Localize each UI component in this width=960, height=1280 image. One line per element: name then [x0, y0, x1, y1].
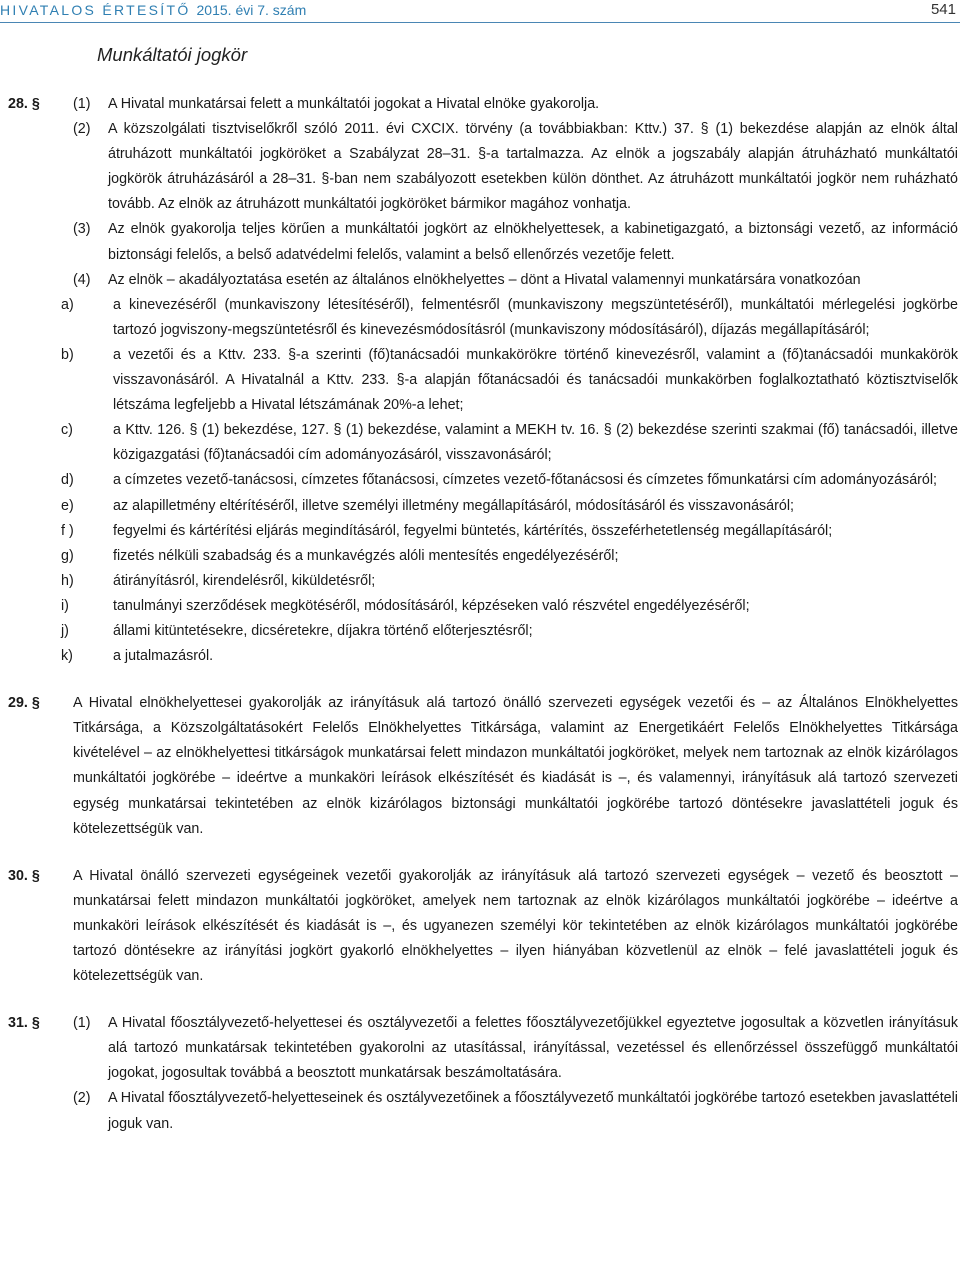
paragraph-text: A Hivatal munkatársai felett a munkáltatói jogokat a Hivatal elnöke gyakorolja. — [108, 96, 600, 112]
paragraph-text: A közszolgálati tisztviselőkről szóló 2011. évi CXCIX. törvény (a továbbiakban: Kttv.) 37. § (1) bekezdése alapján az elnök által átruházott munkáltatói jogköröket a Szabályzat 28–31. §-a tartalmazza. Az elnök a jogszabály alapján átruházható munkáltatói jogkörök átruházásáról a 28–31. §-ban nem szabályozott esetekben külön dönthet. Az átruházott munkáltatói jogkör nem ruházható tovább. Az elnök az átruházott munkáltatói jogköröket bármikor magához vonhatja. — [108, 121, 958, 213]
item-text: az alapilletmény eltérítéséről, illetve személyi illetmény megállapításáról, módosításáról és visszavonásáról; — [113, 497, 794, 514]
item-text: a kinevezéséről (munkaviszony létesítéséről), felmentésről (munkaviszony megszüntetéséről), munkáltatói mérlegelési jogkörbe tartozó jogviszony-megszüntetésről és kinevezésmódosításról (munkaviszony módosításáról), díjazás megállapításáról; — [113, 296, 958, 338]
item-letter: f ) — [61, 522, 74, 539]
item-text: a jutalmazásról. — [113, 648, 214, 665]
section-number: 30. § — [8, 867, 40, 884]
item-text: tanulmányi szerződések megkötéséről, módosításáról, képzéseken való részvétel engedélyezéséről; — [113, 597, 750, 614]
item-letter: a) — [61, 296, 74, 313]
journal-title: HIVATALOS ÉRTESÍTŐ 2015. évi 7. szám — [0, 2, 307, 18]
list-item — [8, 569, 958, 594]
list-item — [8, 293, 958, 343]
section-28 — [8, 92, 958, 293]
paragraph-28-4 — [73, 268, 958, 293]
section-29 — [8, 691, 958, 842]
section-number: 28. § — [8, 96, 40, 112]
list-item — [8, 418, 958, 468]
section-body — [73, 1011, 958, 1136]
item-letter: c) — [61, 422, 73, 439]
item-letter: e) — [61, 497, 74, 514]
paragraph-text: A Hivatal főosztályvezető-helyetteseinek és osztályvezetőinek a főosztályvezető munkáltatói jogkörébe tartozó esetekben javaslattételi joguk van. — [108, 1090, 958, 1132]
section-title: Munkáltatói jogkör — [97, 44, 248, 65]
section-body — [73, 92, 958, 293]
paragraph-number: (3) — [73, 221, 91, 238]
paragraph-number: (1) — [73, 96, 91, 112]
item-text: a vezetői és a Kttv. 233. §-a szerinti (fő)tanácsadói munkakörökre történő kinevezésről, valamint a (fő)tanácsadói munkakörök visszavonásáról. A Hivatalnál a Kttv. 233. §-a alapján főtanácsadói és tanácsadói munkakörben foglalkoztatható köztisztviselők létszáma legfeljebb a Hivatal létszámának 20%-a lehet; — [113, 346, 958, 414]
paragraph-number: (1) — [73, 1015, 91, 1032]
paragraph-31-2 — [73, 1086, 958, 1136]
paragraph-text: A Hivatal főosztályvezető-helyettesei és osztályvezetői a felettes főosztályvezetőjükkel egyeztetve jogosultak a közvetlen irányításuk alá tartozó munkatársak tekintetében gyakorolni az utasítással, irányítással, vezetéssel és ellenőrzéssel összefüggő munkáltatói jogokat, jogosultak továbbá a beosztott munkatársak beszámoltatására. — [108, 1015, 958, 1082]
item-letter: g) — [61, 547, 74, 564]
paragraph-28-3 — [73, 217, 958, 267]
paragraph-number: (2) — [73, 121, 91, 138]
item-letter: b) — [61, 346, 74, 363]
section-text: A Hivatal elnökhelyettesei gyakorolják az irányításuk alá tartozó önálló szervezeti egységek vezetői és – az Általános Elnökhelyettes Titkársága, a Közszolgáltatásokért Felelős Elnökhelyettes Titkársága, valamint az Energetikáért Felelős Elnökhelyettes Titkársága kivételével – az elnökhelyettesi titkárságok munkatársai felett mindazon munkáltatói jogköröket, melyek nem tartoznak az elnök kizárólagos munkáltatói jogkörébe – ideértve a munkaköri leírások elkészítését és kiadását is –, és valamennyi, irányításuk alá tartozó szervezeti egység munkatársai tekintetében az elnök kizárólagos biztonsági munkáltatói jogkörébe tartozó döntésekre javaslattételi joguk és kötelezettségük van. — [73, 695, 958, 837]
paragraph-28-1 — [73, 92, 958, 117]
list-item — [8, 519, 958, 544]
item-list — [8, 293, 958, 669]
header-rule — [0, 22, 960, 23]
page-header — [0, 0, 960, 22]
list-item — [8, 494, 958, 519]
item-letter: h) — [61, 572, 74, 589]
section-number: 31. § — [8, 1015, 40, 1032]
paragraph-number: (4) — [73, 271, 91, 288]
item-letter: i) — [61, 597, 69, 614]
document-body — [8, 92, 958, 1137]
paragraph-text: Az elnök – akadályoztatása esetén az általános elnökhelyettes – dönt a Hivatal valamennyi munkatársára vonatkozóan — [108, 271, 861, 288]
item-text: állami kitüntetésekre, dicséretekre, díjakra történő előterjesztésről; — [113, 622, 533, 639]
paragraph-31-1 — [73, 1011, 958, 1086]
section-body — [73, 691, 958, 842]
list-item — [8, 544, 958, 569]
item-text: fegyelmi és kártérítési eljárás megindításáról, fegyelmi büntetés, kártérítés, összeférhetetlenség megállapításáról; — [113, 522, 833, 539]
item-letter: j) — [61, 622, 69, 639]
item-letter: k) — [61, 648, 73, 665]
paragraph-text: Az elnök gyakorolja teljes körűen a munkáltatói jogkört az elnökhelyettesek, a kabinetigazgató, a biztonsági vezető, az információ biztonsági felelős, a belső adatvédelmi felelős, valamint a belső ellenőrzés vezetője felett. — [108, 221, 958, 263]
section-number: 29. § — [8, 695, 40, 712]
paragraph-28-2 — [73, 117, 958, 217]
item-letter: d) — [61, 472, 74, 489]
section-31 — [8, 1011, 958, 1136]
list-item — [8, 468, 958, 493]
list-item — [8, 343, 958, 418]
section-30 — [8, 864, 958, 989]
section-text: A Hivatal önálló szervezeti egységeinek vezetői gyakorolják az irányításuk alá tartozó szervezeti egységek – vezető és beosztott – munkatársai felett mindazon munkáltatói jogköröket, amelyek nem tartoznak az elnök kizárólagos munkáltatói jogkörébe – ideértve a munkaköri leírások elkészítését és kiadását is –, és ugyanezen személyi kör tekintetében az elnök kizárólagos munkáltatói jogkörébe tartozó döntésekre az irányítási jogkört gyakorló elnökhelyettes – ilyen hiányában közvetlenül az elnök – felé javaslattételi joguk és kötelezettségük van. — [73, 867, 958, 985]
item-text: fizetés nélküli szabadság és a munkavégzés alóli mentesítés engedélyezéséről; — [113, 547, 619, 564]
item-text: a címzetes vezető-tanácsosi, címzetes főtanácsosi, címzetes vezető-főtanácsosi és címzetes főmunkatársi cím adományozásáról; — [113, 472, 938, 489]
list-item — [8, 619, 958, 644]
item-text: átirányításról, kirendelésről, kiküldetésről; — [113, 572, 376, 589]
paragraph-number: (2) — [73, 1090, 91, 1107]
section-body — [73, 864, 958, 989]
page-number: 541 — [930, 1, 956, 18]
issue-label: 2015. évi 7. szám — [196, 2, 307, 18]
list-item — [8, 594, 958, 619]
item-text: a Kttv. 126. § (1) bekezdése, 127. § (1) bekezdése, valamint a MEKH tv. 16. § (2) bekezdése szerinti szakmai (fő) tanácsadói, illetve közigazgatási (fő)tanácsadói cím adományozásáról, visszavonásáról; — [113, 422, 958, 464]
list-item — [8, 644, 958, 669]
